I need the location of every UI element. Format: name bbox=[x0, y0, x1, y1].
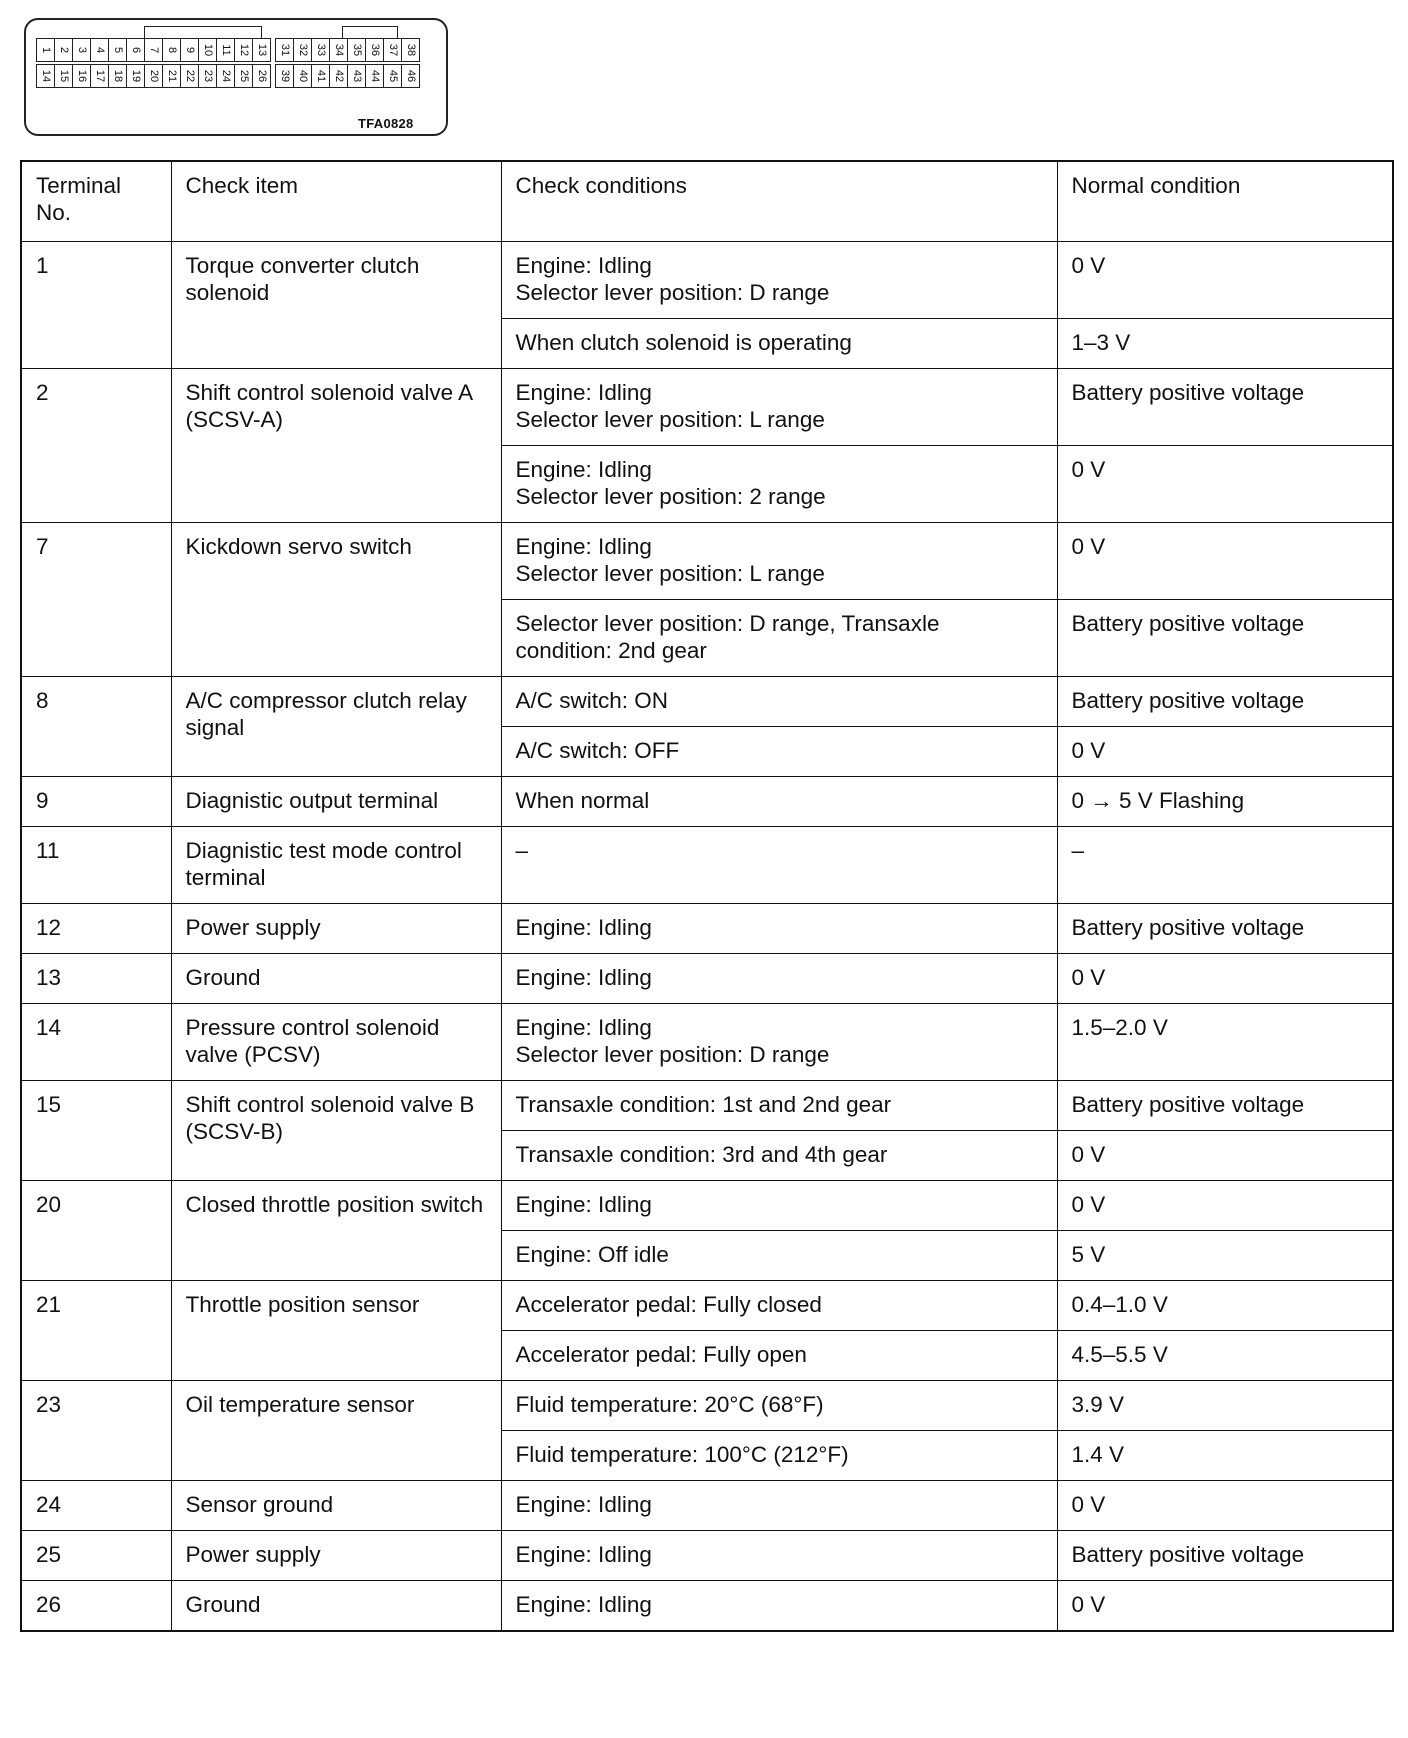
connector-top-row bbox=[36, 38, 419, 64]
normal-condition-cell: 0 V bbox=[1057, 1480, 1393, 1530]
connector-pin bbox=[383, 38, 402, 62]
connector-pin bbox=[252, 64, 271, 88]
check-conditions-cell bbox=[501, 776, 1057, 826]
normal-condition-cell: 0 V bbox=[1057, 953, 1393, 1003]
pin-number: 23 bbox=[201, 69, 214, 83]
condition-line: Engine: Idling bbox=[515, 964, 652, 990]
check-conditions-cell bbox=[501, 1080, 1057, 1130]
connector-pin bbox=[144, 64, 163, 88]
terminal-number-cell: 26 bbox=[21, 1580, 171, 1631]
check-conditions-cell bbox=[501, 1480, 1057, 1530]
terminal-number-cell: 9 bbox=[21, 776, 171, 826]
check-conditions-cell bbox=[501, 1330, 1057, 1380]
pin-number: 32 bbox=[296, 43, 309, 57]
check-item-cell: Kickdown servo switch bbox=[171, 522, 501, 676]
connector-pin bbox=[198, 38, 217, 62]
pin-number: 40 bbox=[296, 69, 309, 83]
connector-pin bbox=[162, 64, 181, 88]
check-conditions-cell bbox=[501, 1380, 1057, 1430]
normal-condition-cell: 0 V bbox=[1057, 1580, 1393, 1631]
terminal-number-cell: 13 bbox=[21, 953, 171, 1003]
check-conditions-cell bbox=[501, 368, 1057, 445]
check-item-cell: Throttle position sensor bbox=[171, 1280, 501, 1380]
check-conditions-cell bbox=[501, 1003, 1057, 1080]
connector-pin bbox=[180, 38, 199, 62]
pin-number: 38 bbox=[404, 43, 417, 57]
connector-pin bbox=[72, 64, 91, 88]
condition-line: Selector lever position: L range bbox=[515, 406, 825, 432]
table-row bbox=[21, 1080, 1393, 1130]
table-row bbox=[21, 1003, 1393, 1080]
terminal-number-cell: 23 bbox=[21, 1380, 171, 1480]
normal-condition-cell: Battery positive voltage bbox=[1057, 676, 1393, 726]
condition-line: Engine: Idling bbox=[515, 252, 652, 278]
condition-line: Selector lever position: D range bbox=[515, 279, 830, 305]
check-conditions-cell bbox=[501, 676, 1057, 726]
terminal-number-cell: 15 bbox=[21, 1080, 171, 1180]
condition-line: When normal bbox=[515, 787, 650, 813]
normal-condition-cell: Battery positive voltage bbox=[1057, 599, 1393, 676]
check-conditions-cell bbox=[501, 241, 1057, 318]
terminal-number-cell: 21 bbox=[21, 1280, 171, 1380]
connector-pin bbox=[216, 38, 235, 62]
condition-line: Accelerator pedal: Fully closed bbox=[515, 1291, 822, 1317]
figure-code: TFA0828 bbox=[358, 116, 414, 131]
connector-pin bbox=[234, 38, 253, 62]
pin-number: 17 bbox=[93, 69, 106, 83]
connector-pin bbox=[36, 38, 55, 62]
connector-pin bbox=[126, 64, 145, 88]
table-row bbox=[21, 522, 1393, 599]
condition-line: Engine: Idling bbox=[515, 1491, 652, 1517]
connector-pin bbox=[365, 64, 384, 88]
header-check-item: Check item bbox=[171, 161, 501, 241]
check-item-cell: Shift control solenoid valve B (SCSV-B) bbox=[171, 1080, 501, 1180]
normal-condition-cell: 1.5–2.0 V bbox=[1057, 1003, 1393, 1080]
terminal-check-table bbox=[20, 160, 1394, 1632]
table-row bbox=[21, 1480, 1393, 1530]
pin-number: 18 bbox=[111, 69, 124, 83]
pin-number: 42 bbox=[332, 69, 345, 83]
pin-number: 19 bbox=[129, 69, 142, 83]
connector-latch bbox=[144, 26, 262, 38]
condition-line: A/C switch: OFF bbox=[515, 737, 680, 763]
pin-number: 11 bbox=[219, 44, 232, 56]
condition-line: Engine: Idling bbox=[515, 533, 652, 559]
pin-number: 44 bbox=[368, 69, 381, 83]
pin-number: 9 bbox=[183, 46, 196, 54]
pin-number: 37 bbox=[386, 43, 399, 57]
pin-number: 45 bbox=[386, 69, 399, 83]
normal-condition-cell: 0 → 5 V Flashing bbox=[1057, 776, 1393, 826]
connector-pin bbox=[401, 64, 420, 88]
check-conditions-cell bbox=[501, 1280, 1057, 1330]
pin-number: 31 bbox=[278, 43, 291, 57]
connector-bottom-row bbox=[36, 64, 419, 90]
pin-number: 21 bbox=[165, 69, 178, 83]
pin-number: 12 bbox=[237, 43, 250, 57]
connector-pin bbox=[401, 38, 420, 62]
check-conditions-cell bbox=[501, 1430, 1057, 1480]
normal-condition-cell: 3.9 V bbox=[1057, 1380, 1393, 1430]
condition-line: Selector lever position: D range, Transaxle bbox=[515, 610, 940, 636]
table-row bbox=[21, 826, 1393, 903]
header-terminal-no: Terminal No. bbox=[21, 161, 171, 241]
pin-number: 39 bbox=[278, 69, 291, 83]
connector-pin bbox=[36, 64, 55, 88]
table-row bbox=[21, 1380, 1393, 1430]
connector-pin bbox=[90, 38, 109, 62]
condition-line: Engine: Idling bbox=[515, 1191, 652, 1217]
terminal-number-cell: 8 bbox=[21, 676, 171, 776]
check-conditions-cell bbox=[501, 318, 1057, 368]
pin-number: 3 bbox=[75, 46, 88, 54]
check-item-cell: Oil temperature sensor bbox=[171, 1380, 501, 1480]
table-row bbox=[21, 1580, 1393, 1631]
pin-number: 46 bbox=[404, 69, 417, 83]
pin-number: 22 bbox=[183, 69, 196, 83]
table-row bbox=[21, 1530, 1393, 1580]
table-row bbox=[21, 368, 1393, 445]
connector-pin bbox=[383, 64, 402, 88]
connector-pin bbox=[198, 64, 217, 88]
pin-number: 14 bbox=[39, 69, 52, 83]
normal-condition-cell: Battery positive voltage bbox=[1057, 1080, 1393, 1130]
terminal-number-cell: 7 bbox=[21, 522, 171, 676]
condition-line: Engine: Off idle bbox=[515, 1241, 669, 1267]
condition-line: Engine: Idling bbox=[515, 914, 652, 940]
terminal-number-cell: 20 bbox=[21, 1180, 171, 1280]
terminal-number-cell: 12 bbox=[21, 903, 171, 953]
connector-pin bbox=[311, 38, 330, 62]
connector-pin bbox=[275, 64, 294, 88]
terminal-number-cell: 1 bbox=[21, 241, 171, 368]
check-conditions-cell bbox=[501, 599, 1057, 676]
connector-pin bbox=[126, 38, 145, 62]
check-conditions-cell bbox=[501, 1180, 1057, 1230]
check-item-cell: Power supply bbox=[171, 903, 501, 953]
pin-number: 15 bbox=[57, 69, 70, 83]
pin-number: 1 bbox=[39, 46, 52, 54]
normal-condition-cell: 0 V bbox=[1057, 445, 1393, 522]
connector-pin bbox=[347, 38, 366, 62]
check-item-cell: Ground bbox=[171, 953, 501, 1003]
normal-condition-cell: – bbox=[1057, 826, 1393, 903]
check-conditions-cell bbox=[501, 1230, 1057, 1280]
connector-pin bbox=[347, 64, 366, 88]
table-row bbox=[21, 241, 1393, 318]
pin-number: 43 bbox=[350, 69, 363, 83]
table-header-row bbox=[21, 161, 1393, 241]
connector-pin bbox=[234, 64, 253, 88]
table-row bbox=[21, 676, 1393, 726]
pin-number: 5 bbox=[111, 46, 124, 54]
check-item-cell: Pressure control solenoid valve (PCSV) bbox=[171, 1003, 501, 1080]
condition-line: Transaxle condition: 1st and 2nd gear bbox=[515, 1091, 892, 1117]
check-conditions-cell bbox=[501, 953, 1057, 1003]
table-row bbox=[21, 776, 1393, 826]
connector-pin bbox=[293, 38, 312, 62]
pin-number: 4 bbox=[93, 46, 106, 54]
pin-number: 8 bbox=[165, 46, 178, 54]
check-item-cell: A/C compressor clutch relay signal bbox=[171, 676, 501, 776]
normal-condition-cell: 0 V bbox=[1057, 1130, 1393, 1180]
table-row bbox=[21, 1180, 1393, 1230]
check-item-cell: Shift control solenoid valve A (SCSV-A) bbox=[171, 368, 501, 522]
check-conditions-cell bbox=[501, 1130, 1057, 1180]
check-item-cell: Sensor ground bbox=[171, 1480, 501, 1530]
check-conditions-cell bbox=[501, 1580, 1057, 1631]
terminal-number-cell: 11 bbox=[21, 826, 171, 903]
table-row bbox=[21, 953, 1393, 1003]
check-item-cell: Ground bbox=[171, 1580, 501, 1631]
connector-pin-grid bbox=[36, 38, 419, 90]
check-item-cell: Closed throttle position switch bbox=[171, 1180, 501, 1280]
connector-pin bbox=[72, 38, 91, 62]
check-conditions-cell bbox=[501, 445, 1057, 522]
normal-condition-cell: 0 V bbox=[1057, 1180, 1393, 1230]
condition-line: Selector lever position: L range bbox=[515, 560, 825, 586]
check-conditions-cell bbox=[501, 726, 1057, 776]
condition-line: Selector lever position: 2 range bbox=[515, 483, 826, 509]
header-normal-condition: Normal condition bbox=[1057, 161, 1393, 241]
connector-pin bbox=[162, 38, 181, 62]
connector-pin bbox=[144, 38, 163, 62]
terminal-number-cell: 25 bbox=[21, 1530, 171, 1580]
pin-number: 6 bbox=[129, 46, 142, 54]
connector-pin bbox=[108, 38, 127, 62]
normal-condition-cell: 0 V bbox=[1057, 726, 1393, 776]
pin-number: 20 bbox=[147, 69, 160, 83]
condition-line: When clutch solenoid is operating bbox=[515, 329, 852, 355]
normal-condition-cell: 5 V bbox=[1057, 1230, 1393, 1280]
condition-line: Engine: Idling bbox=[515, 1591, 652, 1617]
check-conditions-cell bbox=[501, 1530, 1057, 1580]
check-item-cell: Diagnistic test mode control terminal bbox=[171, 826, 501, 903]
terminal-number-cell: 24 bbox=[21, 1480, 171, 1530]
condition-line: Engine: Idling bbox=[515, 1014, 652, 1040]
connector-pin bbox=[275, 38, 294, 62]
connector-pin bbox=[108, 64, 127, 88]
normal-condition-cell: 1.4 V bbox=[1057, 1430, 1393, 1480]
pin-number: 24 bbox=[219, 69, 232, 83]
pin-number: 34 bbox=[332, 43, 345, 57]
connector-pin bbox=[293, 64, 312, 88]
condition-line: A/C switch: ON bbox=[515, 687, 669, 713]
condition-line: Engine: Idling bbox=[515, 379, 652, 405]
pin-number: 41 bbox=[314, 69, 327, 83]
condition-line: Transaxle condition: 3rd and 4th gear bbox=[515, 1141, 888, 1167]
pin-number: 36 bbox=[368, 43, 381, 57]
connector-pin bbox=[329, 38, 348, 62]
table-row bbox=[21, 1280, 1393, 1330]
condition-line: Engine: Idling bbox=[515, 456, 652, 482]
pin-number: 7 bbox=[147, 46, 160, 54]
check-item-cell: Torque converter clutch solenoid bbox=[171, 241, 501, 368]
connector-pin bbox=[365, 38, 384, 62]
condition-line: Fluid temperature: 100°C (212°F) bbox=[515, 1441, 849, 1467]
normal-condition-cell: 0 V bbox=[1057, 241, 1393, 318]
connector-pin bbox=[54, 64, 73, 88]
condition-line: Selector lever position: D range bbox=[515, 1041, 830, 1067]
check-conditions-cell bbox=[501, 522, 1057, 599]
check-conditions-cell bbox=[501, 826, 1057, 903]
normal-condition-cell: 1–3 V bbox=[1057, 318, 1393, 368]
normal-condition-cell: 4.5–5.5 V bbox=[1057, 1330, 1393, 1380]
header-check-conditions: Check conditions bbox=[501, 161, 1057, 241]
terminal-number-cell: 14 bbox=[21, 1003, 171, 1080]
condition-line: condition: 2nd gear bbox=[515, 637, 707, 663]
normal-condition-cell: Battery positive voltage bbox=[1057, 903, 1393, 953]
connector-latch bbox=[342, 26, 398, 38]
pin-number: 13 bbox=[255, 43, 268, 57]
pin-number: 16 bbox=[75, 69, 88, 83]
condition-line: Accelerator pedal: Fully open bbox=[515, 1341, 807, 1367]
pin-number: 25 bbox=[237, 69, 250, 83]
pin-number: 10 bbox=[201, 43, 214, 57]
pin-number: 33 bbox=[314, 43, 327, 57]
check-item-cell: Power supply bbox=[171, 1530, 501, 1580]
connector-pin bbox=[252, 38, 271, 62]
connector-pin bbox=[216, 64, 235, 88]
condition-line: Engine: Idling bbox=[515, 1541, 652, 1567]
connector-pin bbox=[329, 64, 348, 88]
check-conditions-cell bbox=[501, 903, 1057, 953]
pin-number: 2 bbox=[57, 46, 70, 54]
normal-condition-cell: Battery positive voltage bbox=[1057, 1530, 1393, 1580]
connector-pin bbox=[180, 64, 199, 88]
condition-line: – bbox=[515, 837, 529, 863]
terminal-number-cell: 2 bbox=[21, 368, 171, 522]
check-item-cell: Diagnistic output terminal bbox=[171, 776, 501, 826]
condition-line: Fluid temperature: 20°C (68°F) bbox=[515, 1391, 824, 1417]
table-row bbox=[21, 903, 1393, 953]
normal-condition-cell: 0 V bbox=[1057, 522, 1393, 599]
pin-number: 35 bbox=[350, 43, 363, 57]
connector-pin bbox=[54, 38, 73, 62]
connector-pin bbox=[90, 64, 109, 88]
connector-pin bbox=[311, 64, 330, 88]
pin-number: 26 bbox=[255, 69, 268, 83]
normal-condition-cell: Battery positive voltage bbox=[1057, 368, 1393, 445]
normal-condition-cell: 0.4–1.0 V bbox=[1057, 1280, 1393, 1330]
